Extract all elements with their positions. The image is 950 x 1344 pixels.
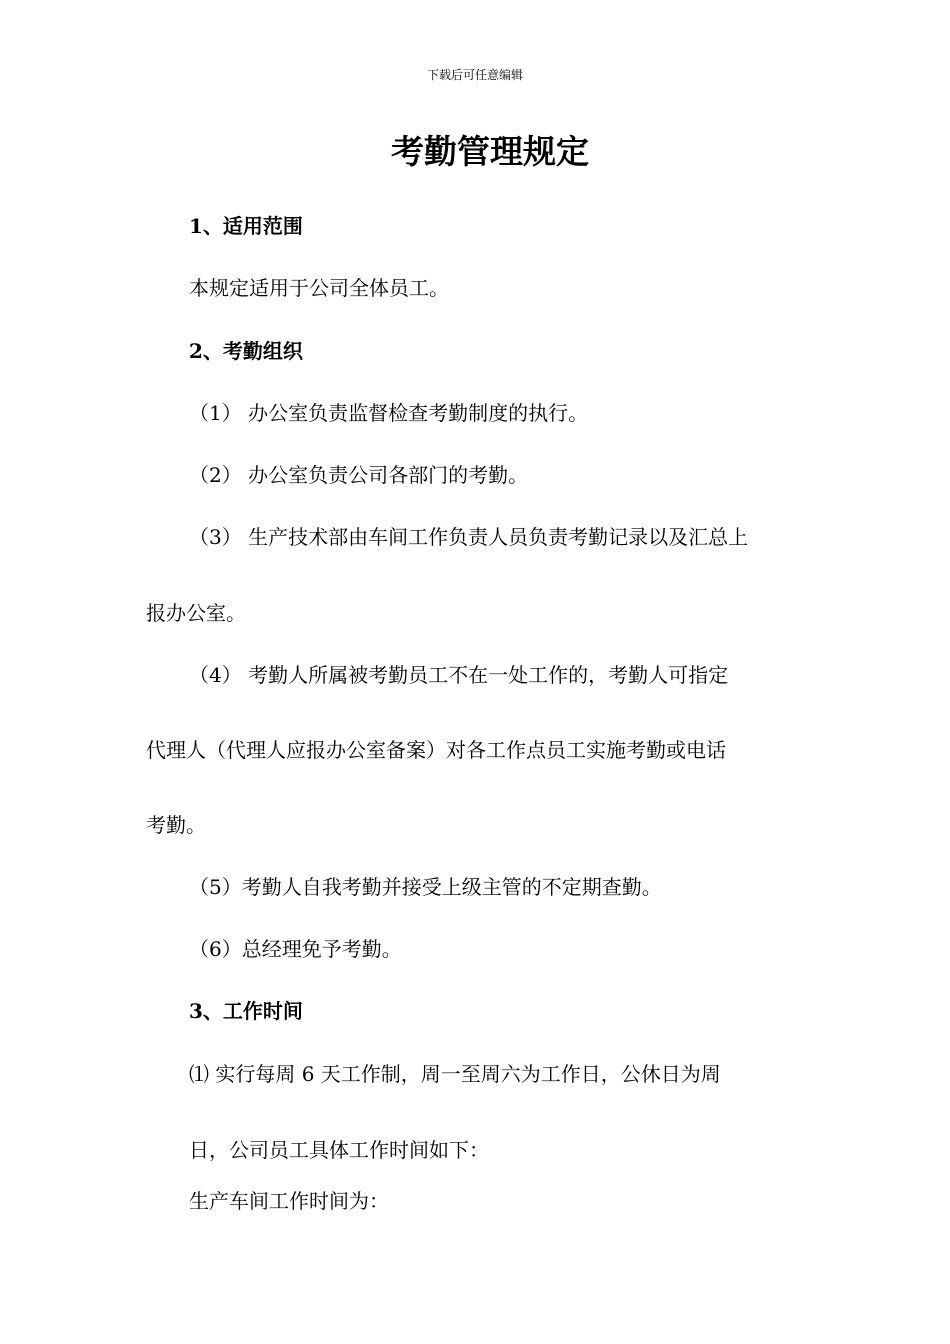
document-title: 考勤管理规定 [391,132,589,171]
paragraph-line: 报办公室。 [146,601,246,625]
section-heading-scope: 1、适用范围 [189,214,303,238]
paragraph-line: （2） 办公室负责公司各部门的考勤。 [189,463,529,487]
paragraph-line: （4） 考勤人所属被考勤员工不在一处工作的，考勤人可指定 [189,663,729,687]
paragraph-line: （5）考勤人自我考勤并接受上级主管的不定期查勤。 [189,875,662,899]
paragraph-line: 代理人（代理人应报办公室备案）对各工作点员工实施考勤或电话 [146,738,726,762]
paragraph-line: 考勤。 [146,813,206,837]
paragraph-line: ⑴ 实行每周 6 天工作制，周一至周六为工作日，公休日为周 [189,1062,721,1086]
paragraph-line: 生产车间工作时间为： [189,1189,389,1213]
section-heading-organization: 2、考勤组织 [189,339,303,363]
section-heading-working-hours: 3、工作时间 [189,999,303,1023]
header-note: 下载后可任意编辑 [426,68,523,82]
paragraph-line: （6）总经理免予考勤。 [189,937,402,961]
paragraph-line: 日，公司员工具体工作时间如下： [189,1138,489,1162]
paragraph-line: 本规定适用于公司全体员工。 [189,276,449,300]
paragraph-line: （1） 办公室负责监督检查考勤制度的执行。 [189,401,589,425]
paragraph-line: （3） 生产技术部由车间工作负责人员负责考勤记录以及汇总上 [189,525,749,549]
